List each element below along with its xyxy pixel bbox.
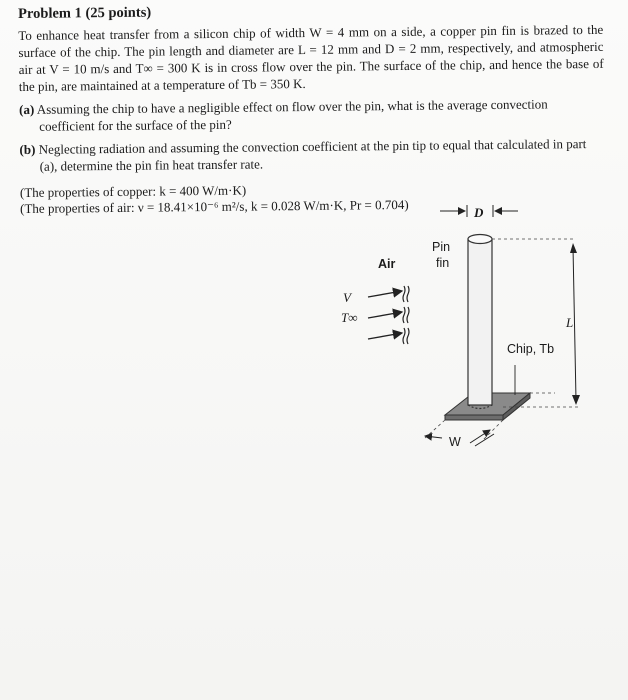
copper-properties: (The properties of copper: k = 400 W/m·K) <box>19 182 247 200</box>
air-label: Air <box>378 257 396 271</box>
part-b-label: (b) <box>19 141 36 157</box>
part-a-label: (a) <box>19 101 35 117</box>
problem-intro: To enhance heat transfer from a silicon chip of width W = 4 mm on a side, a copper pin fin is brazed to the surface of the chip. The pin length and diameter are L = 12 mm and D = 2 mm, respectively, and atmospheric air at V = 10 m/s and T∞ = 300 K is in cross flow over the pin. The surface of the chip, and hence the base of the pin, are maintained at a temperature of Tb = 350 K. <box>18 21 604 94</box>
air-flow-arrows <box>368 286 409 344</box>
length-label: L <box>566 315 574 330</box>
part-b-text: Neglecting radiation and assuming the convection coefficient at the pin tip to equal that calculated in part (a), determine the pin fin heat transfer rate. <box>38 136 587 174</box>
velocity-label: V <box>343 290 351 305</box>
chip-base <box>425 393 580 440</box>
diameter-label: D <box>474 205 484 220</box>
air-properties: (The properties of air: ν = 18.41×10⁻⁶ m²/s, k = 0.028 W/m·K, Pr = 0.704) <box>20 196 409 216</box>
width-label: W <box>449 435 461 449</box>
problem-title: Problem 1 (25 points) <box>18 4 152 22</box>
pin-fin <box>468 235 492 409</box>
free-stream-temp-label: T∞ <box>341 310 358 325</box>
chip-label: Chip, Tb <box>507 342 555 356</box>
pin-label-line2: fin <box>436 256 450 270</box>
part-a-text: Assuming the chip to have a negligible effect on flow over the pin, what is the average convection coefficient for the surface of the pin? <box>36 96 548 134</box>
pin-label-line1: Pin <box>432 240 451 254</box>
